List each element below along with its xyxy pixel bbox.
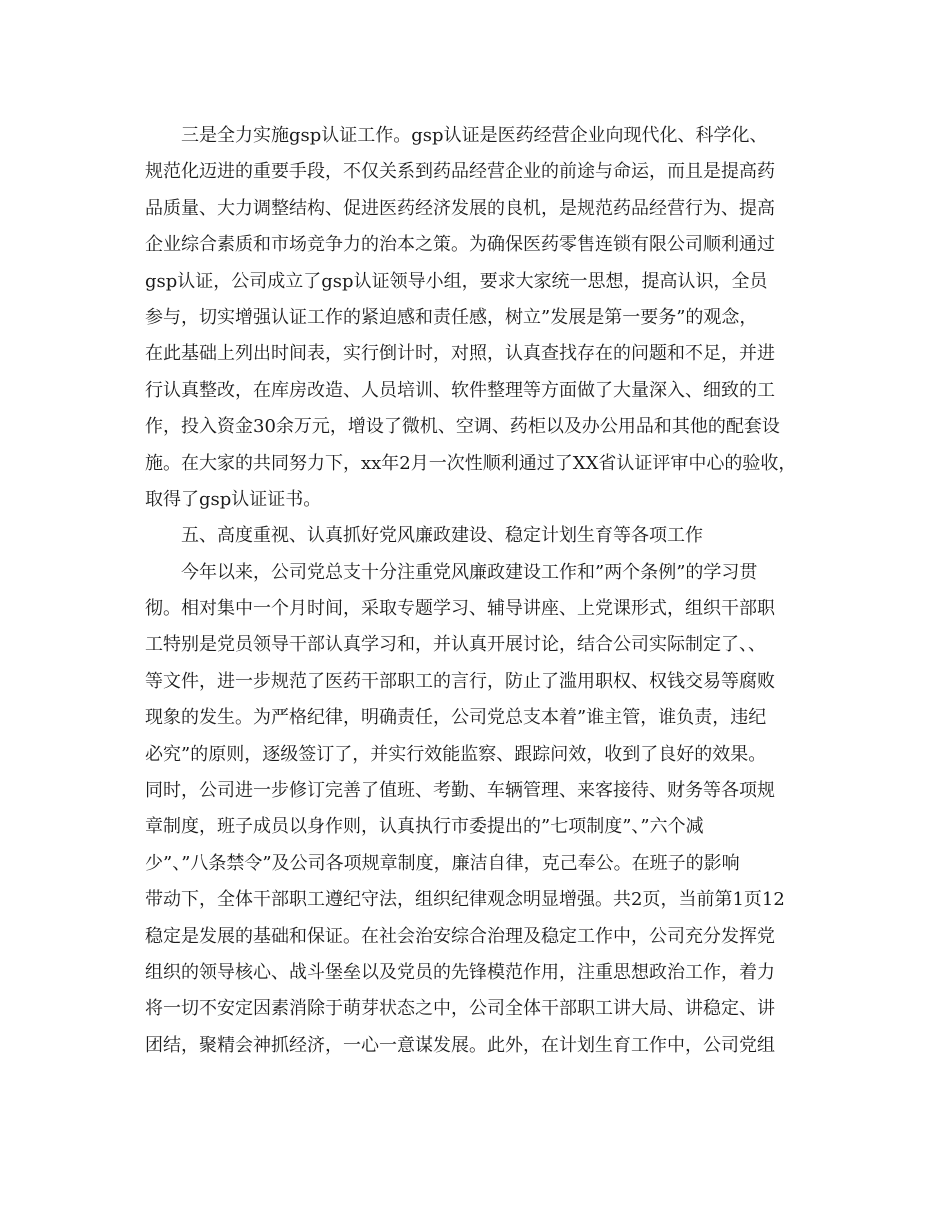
text-line: 将一切不安定因素消除于萌芽状态之中，公司全体干部职工讲大局、讲稳定、讲 [145, 998, 775, 1020]
text-line: 章制度，班子成员以身作则，认真执行市委提出的”七项制度”、”六个减 [145, 816, 704, 838]
text-line: 行认真整改，在库房改造、人员培训、软件整理等方面做了大量深入、细致的工 [145, 379, 775, 401]
text-line: 带动下，全体干部职工遵纪守法，组织纪律观念明显增强。共2页，当前第1页12 [145, 889, 785, 911]
text-line: gsp认证，公司成立了gsp认证领导小组，要求大家统一思想，提高认识，全员 [145, 270, 768, 292]
text-line: 少”、”八条禁令”及公司各项规章制度，廉洁自律，克己奉公。在班子的影响 [145, 852, 740, 874]
text-line: 工特别是党员领导干部认真学习和，并认真开展讨论，结合公司实际制定了、、 [145, 634, 766, 656]
text-line: 品质量、大力调整结构、促进医药经济发展的良机，是规范药品经营行为、提高 [145, 197, 775, 219]
text-line: 彻。相对集中一个月时间，采取专题学习、辅导讲座、上党课形式，组织干部职 [145, 598, 775, 620]
text-line: 团结，聚精会神抓经济，一心一意谋发展。此外，在计划生育工作中，公司党组 [145, 1034, 775, 1056]
text-line: 规范化迈进的重要手段，不仅关系到药品经营企业的前途与命运，而且是提高药 [145, 161, 775, 183]
text-line: 三是全力实施gsp认证工作。gsp认证是医药经营企业向现代化、科学化、 [181, 125, 768, 146]
text-line: 作，投入资金30余万元，增设了微机、空调、药柜以及办公用品和其他的配套设 [145, 416, 780, 438]
text-line: 稳定是发展的基础和保证。在社会治安综合治理及稳定工作中，公司充分发挥党 [145, 925, 775, 947]
text-line: 现象的发生。为严格纪律，明确责任，公司党总支本着”谁主管，谁负责，违纪 [145, 707, 767, 729]
text-line: 取得了gsp认证证书。 [145, 488, 322, 510]
text-line: 企业综合素质和市场竞争力的治本之策。为确保医药零售连锁有限公司顺利通过 [145, 234, 775, 256]
body-text [145, 118, 825, 1064]
text-line: 在此基础上列出时间表，实行倒计时，对照，认真查找存在的问题和不足，并进 [145, 343, 775, 365]
text-line: 五、高度重视、认真抓好党风廉政建设、稳定计划生育等各项工作 [181, 525, 703, 547]
text-line: 今年以来，公司党总支十分注重党风廉政建设工作和”两个条例”的学习贯 [181, 561, 758, 583]
text-line: 参与，切实增强认证工作的紧迫感和责任感，树立”发展是第一要务”的观念， [145, 306, 758, 328]
text-line: 等文件，进一步规范了医药干部职工的言行，防止了滥用职权、权钱交易等腐败 [145, 670, 775, 692]
text-line: 施。在大家的共同努力下，xx年2月一次性顺利通过了XX省认证评审中心的验收， [145, 452, 797, 474]
text-line: 同时，公司进一步修订完善了值班、考勤、车辆管理、来客接待、财务等各项规 [145, 780, 775, 802]
text-line: 必究”的原则，逐级签订了，并实行效能监察、跟踪问效，收到了良好的效果。 [145, 743, 767, 765]
text-line: 组织的领导核心、战斗堡垒以及党员的先锋模范作用，注重思想政治工作，着力 [145, 961, 775, 983]
